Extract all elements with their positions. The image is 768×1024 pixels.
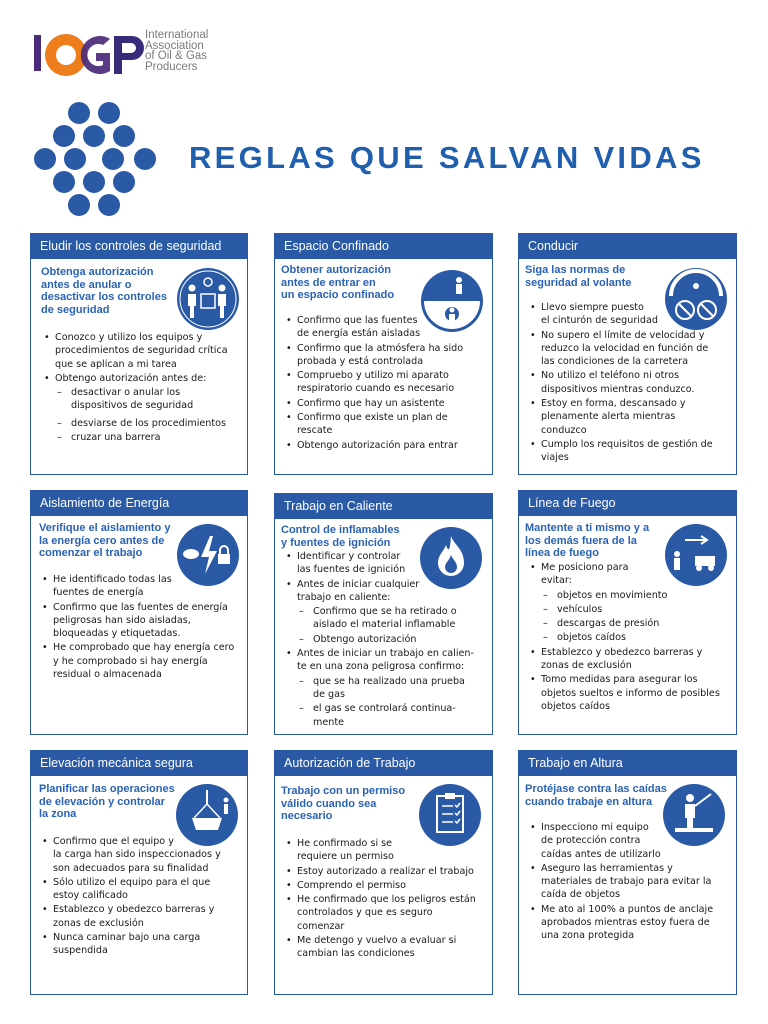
list-item: • Nunca caminar bajo una carga suspendida <box>39 931 247 958</box>
subtitle-line: necesario <box>281 810 333 822</box>
list-item: • Sólo utilizo el equipo para el que estoy calificado <box>39 876 247 903</box>
card-items <box>41 331 246 445</box>
list-subitem: – Confirmo que se ha retirado o aislado el material inflamable <box>283 605 493 632</box>
subtitle-line: Protéjase contra las caídas <box>525 783 667 795</box>
subtitle-line: Siga las normas de <box>525 264 626 276</box>
list-item: • Confirmo que el equipo y la carga han sido inspeccionados y son adecuados para su finalidad <box>39 835 247 875</box>
list-item: • Comprendo el permiso <box>283 879 493 892</box>
subtitle-line: Control de inflamables <box>281 524 400 536</box>
card-trabajo-caliente <box>274 493 493 735</box>
list-subitem: – desviarse de los procedimientos <box>41 417 246 430</box>
list-item: • Antes de iniciar cualquier trabajo en caliente: <box>283 578 493 605</box>
card-subtitle <box>525 522 649 560</box>
card-conducir <box>518 233 737 475</box>
card-subtitle <box>281 264 394 302</box>
list-item: • Compruebo y utilizo mi aparato respiratorio cuando es necesario <box>283 369 488 396</box>
list-subitem: – objetos en movimiento <box>527 589 737 602</box>
list-item: • Cumplo los requisitos de gestión de viajes <box>527 438 737 465</box>
list-item: • Estoy autorizado a realizar el trabajo <box>283 865 493 878</box>
authorization-people-icon <box>177 268 239 330</box>
card-elevacion-mecanica <box>30 750 248 995</box>
card-header: Eludir los controles de seguridad <box>31 234 247 259</box>
card-items <box>527 301 737 466</box>
card-trabajo-altura <box>518 750 737 995</box>
list-item: • Me detengo y vuelvo a evaluar si cambian las condiciones <box>283 934 493 961</box>
card-items <box>39 573 247 682</box>
list-item: • Confirmo que las fuentes de energía están aisladas <box>283 314 488 341</box>
list-subitem: – desactivar o anular los dispositivos de seguridad <box>41 386 246 413</box>
list-item: • He confirmado si se requiere un permiso <box>283 837 493 864</box>
card-items <box>283 550 493 730</box>
subtitle-line: Mantente a ti mismo y a <box>525 522 650 534</box>
dots-diamond-graphic <box>30 98 160 220</box>
page-title: REGLAS QUE SALVAN VIDAS <box>189 140 705 175</box>
card-header: Trabajo en Caliente <box>275 494 492 519</box>
card-subtitle <box>525 783 667 808</box>
subtitle-line: antes de entrar en <box>281 276 376 289</box>
list-subitem: – el gas se controlará continua- mente <box>283 702 493 729</box>
list-item: • Confirmo que existe un plan de rescate <box>283 411 488 438</box>
list-item: • Inspecciono mi equipo de protección contra caídas antes de utilizarlo <box>527 821 737 861</box>
card-subtitle <box>281 524 400 549</box>
list-item: • Confirmo que hay un asistente <box>283 397 488 410</box>
card-items <box>39 835 247 959</box>
card-subtitle <box>39 522 170 560</box>
list-item: • Obtengo autorización para entrar <box>283 439 488 452</box>
list-subitem: – que se ha realizado una prueba de gas <box>283 675 493 702</box>
subtitle-line: los demás fuera de la <box>525 534 637 547</box>
list-subitem: – objetos caídos <box>527 631 737 644</box>
list-item: • Confirmo que las fuentes de energía peligrosas han sido aisladas, bloqueadas y etiquetadas. <box>39 601 247 641</box>
logo-line: Association <box>145 39 204 52</box>
subtitle-line: seguridad al volante <box>525 276 632 289</box>
logo-line: International <box>145 29 209 41</box>
card-header: Trabajo en Altura <box>519 751 736 776</box>
list-item: • He confirmado que los peligros están controlados y que es seguro comenzar <box>283 893 493 933</box>
subtitle-line: Verifique el aislamiento y <box>39 522 171 534</box>
card-eludir-controles <box>30 233 248 475</box>
card-items <box>527 561 737 714</box>
list-item: • Conozco y utilizo los equipos y procedimientos de seguridad crítica que se aplican a mi tarea <box>41 331 246 371</box>
subtitle-line: la zona <box>39 808 77 820</box>
card-items <box>527 821 737 944</box>
list-subitem: – cruzar una barrera <box>41 431 246 444</box>
card-items <box>283 314 488 453</box>
card-header: Autorización de Trabajo <box>275 751 492 776</box>
card-subtitle <box>41 266 167 316</box>
subtitle-line: un espacio confinado <box>281 289 395 301</box>
subtitle-line: válido cuando sea <box>281 797 377 810</box>
subtitle-line: de seguridad <box>41 303 110 316</box>
subtitle-line: Obtenga autorización <box>41 266 154 278</box>
card-header: Aislamiento de Energía <box>31 491 247 516</box>
list-item: • Me ato al 100% a puntos de anclaje aprobados mientras estoy fuera de una zona protegida <box>527 903 737 943</box>
card-header: Espacio Confinado <box>275 234 492 259</box>
logo-line: Producers <box>145 60 198 73</box>
list-subitem: – descargas de presión <box>527 617 737 630</box>
subtitle-line: antes de anular o <box>41 278 132 291</box>
list-subitem: – Obtengo autorización <box>283 633 493 646</box>
card-linea-fuego <box>518 490 737 735</box>
card-items <box>283 837 493 962</box>
logo-text <box>145 30 208 72</box>
card-header: Línea de Fuego <box>519 491 736 516</box>
subtitle-line: cuando trabaje en altura <box>525 795 653 808</box>
list-item: • Establezco y obedezco barreras y zonas de exclusión <box>39 903 247 930</box>
list-item: • No utilizo el teléfono ni otros dispositivos mientras conduzco. <box>527 369 737 396</box>
list-item: • Me posiciono para evitar: <box>527 561 737 588</box>
subtitle-line: y fuentes de ignición <box>281 536 391 549</box>
subtitle-line: Obtener autorización <box>281 264 392 276</box>
logo-line: of Oil & Gas <box>145 50 207 62</box>
list-item: • Confirmo que la atmósfera ha sido probada y está controlada <box>283 342 488 369</box>
list-item: • Antes de iniciar un trabajo en calien- te en una zona peligrosa confirmo: <box>283 647 493 674</box>
list-item: • Llevo siempre puesto el cinturón de seguridad <box>527 301 737 328</box>
card-header: Conducir <box>519 234 736 259</box>
list-item: • Tomo medidas para asegurar los objetos sueltos e informo de posibles objetos caídos <box>527 673 737 713</box>
card-espacio-confinado <box>274 233 493 475</box>
card-subtitle <box>39 783 175 821</box>
list-item: • Obtengo autorización antes de: <box>41 372 246 385</box>
subtitle-line: comenzar el trabajo <box>39 547 143 559</box>
subtitle-line: Planificar las operaciones <box>39 783 175 795</box>
list-item: • No supero el límite de velocidad y reduzco la velocidad en función de las condiciones de la carretera <box>527 329 737 369</box>
subtitle-line: línea de fuego <box>525 547 599 559</box>
list-item: • He identificado todas las fuentes de energía <box>39 573 247 600</box>
subtitle-line: de elevación y controlar <box>39 795 165 808</box>
card-autorizacion-trabajo <box>274 750 493 995</box>
list-item: • Estoy en forma, descansado y plenamente alerta mientras conduzco <box>527 397 737 437</box>
card-header: Elevación mecánica segura <box>31 751 247 776</box>
list-item: • Aseguro las herramientas y materiales de trabajo para evitar la caída de objetos <box>527 862 737 902</box>
subtitle-line: Trabajo con un permiso <box>281 785 406 797</box>
card-subtitle <box>525 264 631 289</box>
subtitle-line: desactivar los controles <box>41 291 167 303</box>
list-subitem: – vehículos <box>527 603 737 616</box>
list-item: • Identificar y controlar las fuentes de ignición <box>283 550 493 577</box>
list-item: • He comprobado que hay energía cero y he comprobado si hay energía residual o almacenada <box>39 641 247 681</box>
card-aislamiento-energia <box>30 490 248 735</box>
subtitle-line: la energía cero antes de <box>39 534 165 547</box>
list-item: • Establezco y obedezco barreras y zonas de exclusión <box>527 646 737 673</box>
card-subtitle <box>281 785 405 823</box>
